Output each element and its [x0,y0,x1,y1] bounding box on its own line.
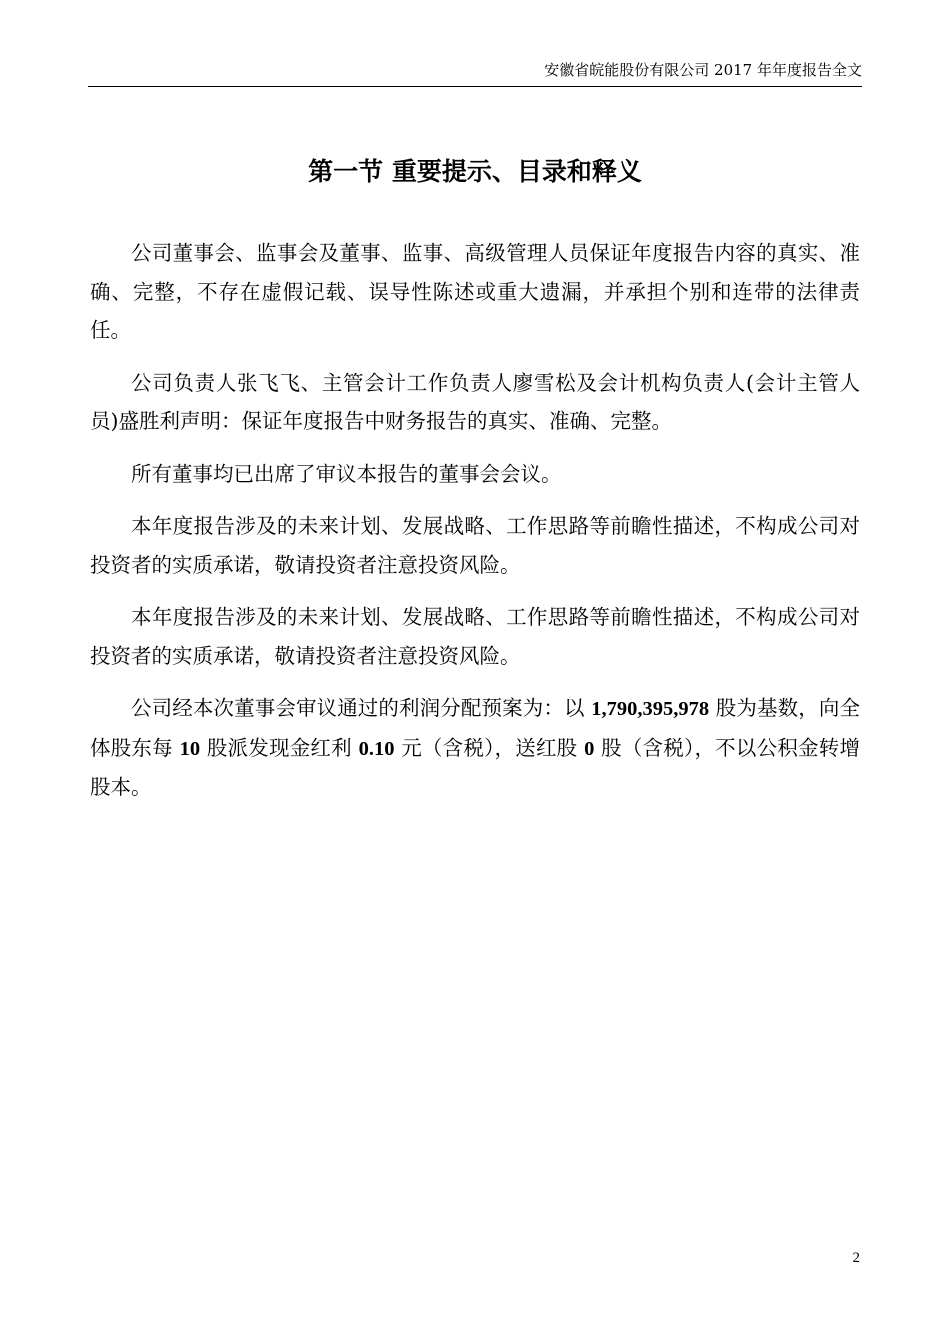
body-text [90,234,860,821]
running-header [88,60,862,87]
paragraph-profit-distribution [90,689,860,807]
running-header-title: 安徽省皖能股份有限公司 2017 年年度报告全文 [544,61,862,79]
dividend-text-2: 股为基数，向全体股东每 [90,696,860,760]
paragraph-responsible-persons: 公司负责人张飞飞、主管会计工作负责人廖雪松及会计机构负责人(会计主管人员)盛胜利声明：保证年度报告中财务报告的真实、准确、完整。 [90,370,860,433]
dividend-text-1: 公司经本次董事会审议通过的利润分配预案为：以 [131,696,592,720]
dividend-per-shares: 10 [179,737,201,760]
paragraph-forward-looking-repeat: 本年度报告涉及的未来计划、发展战略、工作思路等前瞻性描述，不构成公司对投资者的实质承诺，敬请投资者注意投资风险。 [90,605,860,668]
paragraph-directors-attendance: 所有董事均已出席了审议本报告的董事会会议。 [131,461,562,486]
dividend-text-4: 元（含税），送红股 [394,735,585,760]
dividend-share-base: 1,790,395,978 [591,698,710,720]
paragraph-forward-looking: 本年度报告涉及的未来计划、发展战略、工作思路等前瞻性描述，不构成公司对投资者的实质承诺，敬请投资者注意投资风险。 [90,514,860,577]
dividend-text-5: 股（含税），不以公积金转增股本。 [90,735,860,799]
section-title: 第一节 重要提示、目录和释义 [308,157,642,186]
paragraph-board-guarantee: 公司董事会、监事会及董事、监事、高级管理人员保证年度报告内容的真实、准确、完整，不存在虚假记载、误导性陈述或重大遗漏，并承担个别和连带的法律责任。 [90,241,860,342]
dividend-text-3: 股派发现金红利 [200,735,359,760]
dividend-cash-amount: 0.10 [358,737,395,760]
page-number: 2 [852,1250,860,1266]
dividend-bonus-shares: 0 [584,737,595,760]
